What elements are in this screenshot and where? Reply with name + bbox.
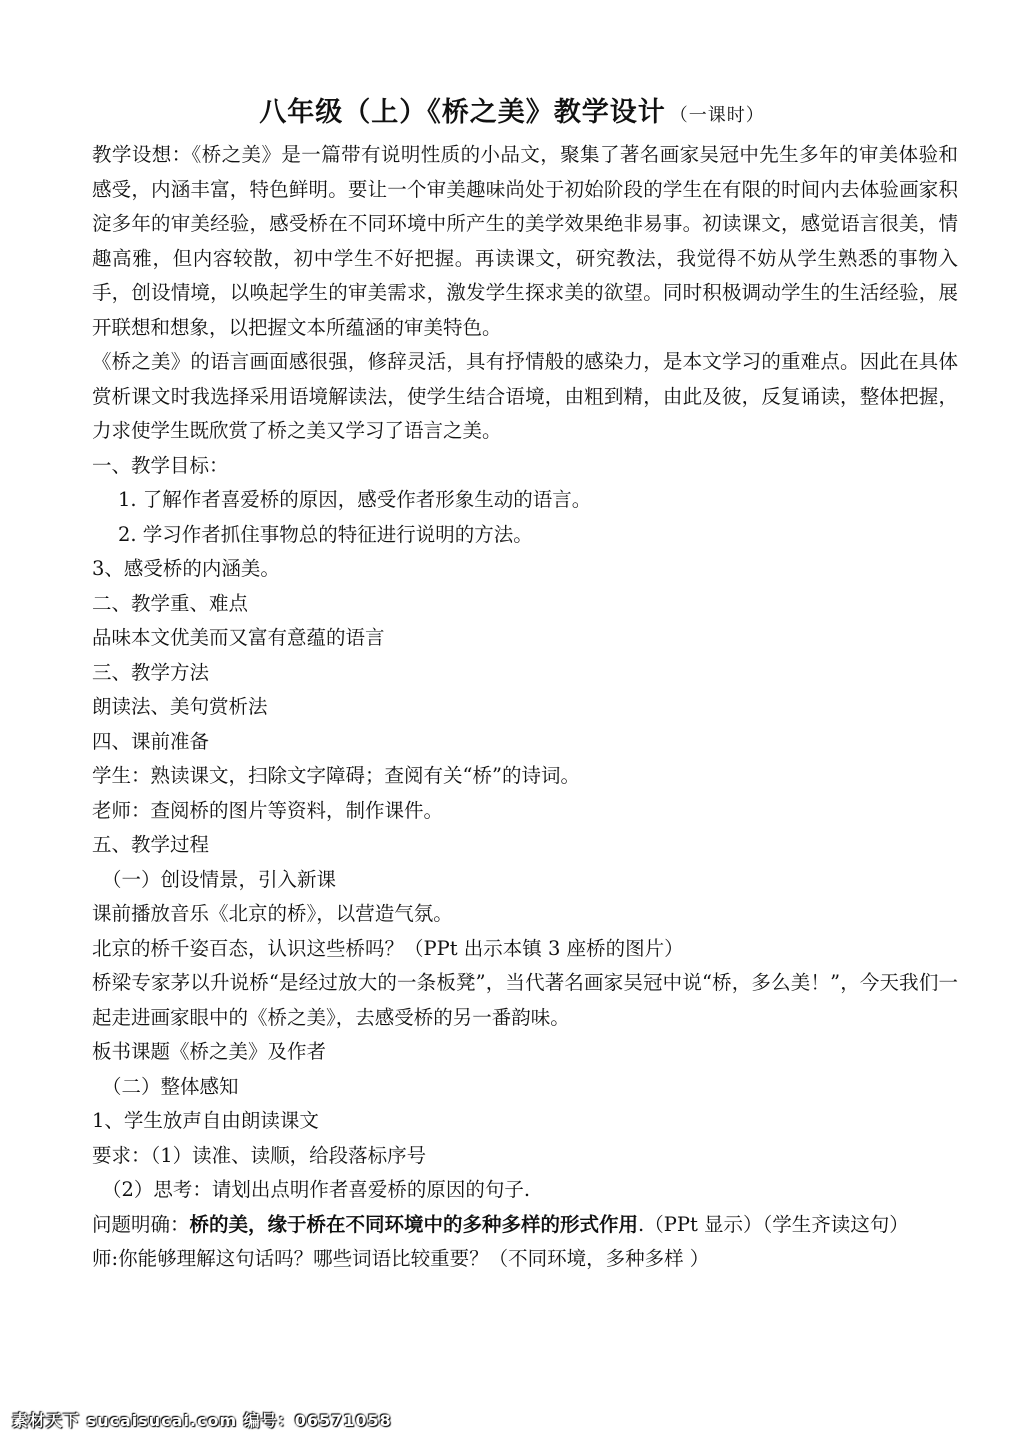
title-sub: （一课时） (669, 105, 765, 126)
method-text: 朗读法、美句赏析法 (92, 695, 268, 718)
watermark-text: 素材天下 sucaisucai.com 编号：06571058 (12, 1411, 392, 1430)
method-heading: 三、教学方法 (92, 660, 210, 684)
goals-heading: 一、教学目标： (92, 453, 229, 477)
design-idea-paragraph: 教学设想：《桥之美》是一篇带有说明性质的小品文，聚集了著名画家吴冠中先生多年的审美体验和感受，内涵丰富，特色鲜明。要让一个审美趣味尚处于初始阶段的学生在有限的时间内去体验画家积淀多年的审美经验，感受桥在不同环境中所产生的美学效果绝非易事。初读课文，感觉语言很美，情趣高雅，但内容较散，初中学生不好把握。再读课文，研究教法，我觉得不妨从学生熟悉的事物入手，创设情境，以唤起学生的审美需求，激发学生探求美的欲望。同时积极调动学生的生活经验，展开联想和想象，以把握文本所蕴涵的审美特色。 (92, 143, 958, 339)
document-body (92, 138, 958, 1277)
step2-read: 1、学生放声自由朗读课文 (92, 1109, 319, 1132)
goal-item-3: 3、感受桥的内涵美。 (92, 557, 280, 580)
document-title (0, 90, 1024, 129)
step1-quote: 桥梁专家茅以升说桥“是经过放大的一条板凳”，当代著名画家吴冠中说“桥，多么美！”，今天我们一起走进画家眼中的《桥之美》，去感受桥的另一番韵味。 (92, 971, 958, 1029)
step2-think: （2）思考：请划出点明作者喜爱桥的原因的句子. (102, 1178, 531, 1201)
teacher-question: 师:你能够理解这句话吗？哪些词语比较重要？（不同环境，多种多样 ） (92, 1247, 710, 1270)
title-main: 八年级（上）《桥之美》教学设计 (259, 97, 666, 128)
step1-beijing-bridges: 北京的桥千姿百态，认识这些桥吗？（PPt 出示本镇 3 座桥的图片） (92, 936, 684, 960)
key-points-heading: 二、教学重、难点 (92, 591, 249, 615)
answer-suffix: .（PPt 显示）（学生齐读这句） (638, 1212, 909, 1236)
preparation-heading: 四、课前准备 (92, 729, 210, 753)
design-idea-paragraph-2: 《桥之美》的语言画面感很强，修辞灵活，具有抒情般的感染力，是本文学习的重难点。因此在具体赏析课文时我选择采用语境解读法，使学生结合语境，由粗到精，由此及彼，反复诵读，整体把握，力求使学生既欣赏了桥之美又学习了语言之美。 (92, 350, 958, 442)
preparation-teacher: 老师：查阅桥的图片等资料，制作课件。 (92, 798, 444, 822)
step1-board: 板书课题《桥之美》及作者 (92, 1040, 327, 1063)
answer-bold: 桥的美，缘于桥在不同环境中的多种多样的形式作用 (189, 1212, 639, 1236)
goal-item-1: 1. 了解作者喜爱桥的原因，感受作者形象生动的语言。 (118, 488, 592, 511)
process-heading: 五、教学过程 (92, 833, 210, 856)
preparation-student: 学生：熟读课文，扫除文字障碍；查阅有关“桥”的诗词。 (92, 764, 580, 787)
answer-line (92, 1208, 958, 1243)
step2-requirement: 要求：（1）读准、读顺，给段落标序号 (92, 1143, 427, 1167)
answer-prefix: 问题明确： (92, 1212, 190, 1236)
step2-heading: （二）整体感知 (102, 1074, 239, 1098)
goal-item-2: 2. 学习作者抓住事物总的特征进行说明的方法。 (118, 522, 533, 546)
step1-heading: （一）创设情景，引入新课 (102, 867, 337, 891)
step1-music: 课前播放音乐《北京的桥》，以营造气氛。 (92, 902, 453, 925)
key-points-text: 品味本文优美而又富有意蕴的语言 (92, 626, 385, 649)
